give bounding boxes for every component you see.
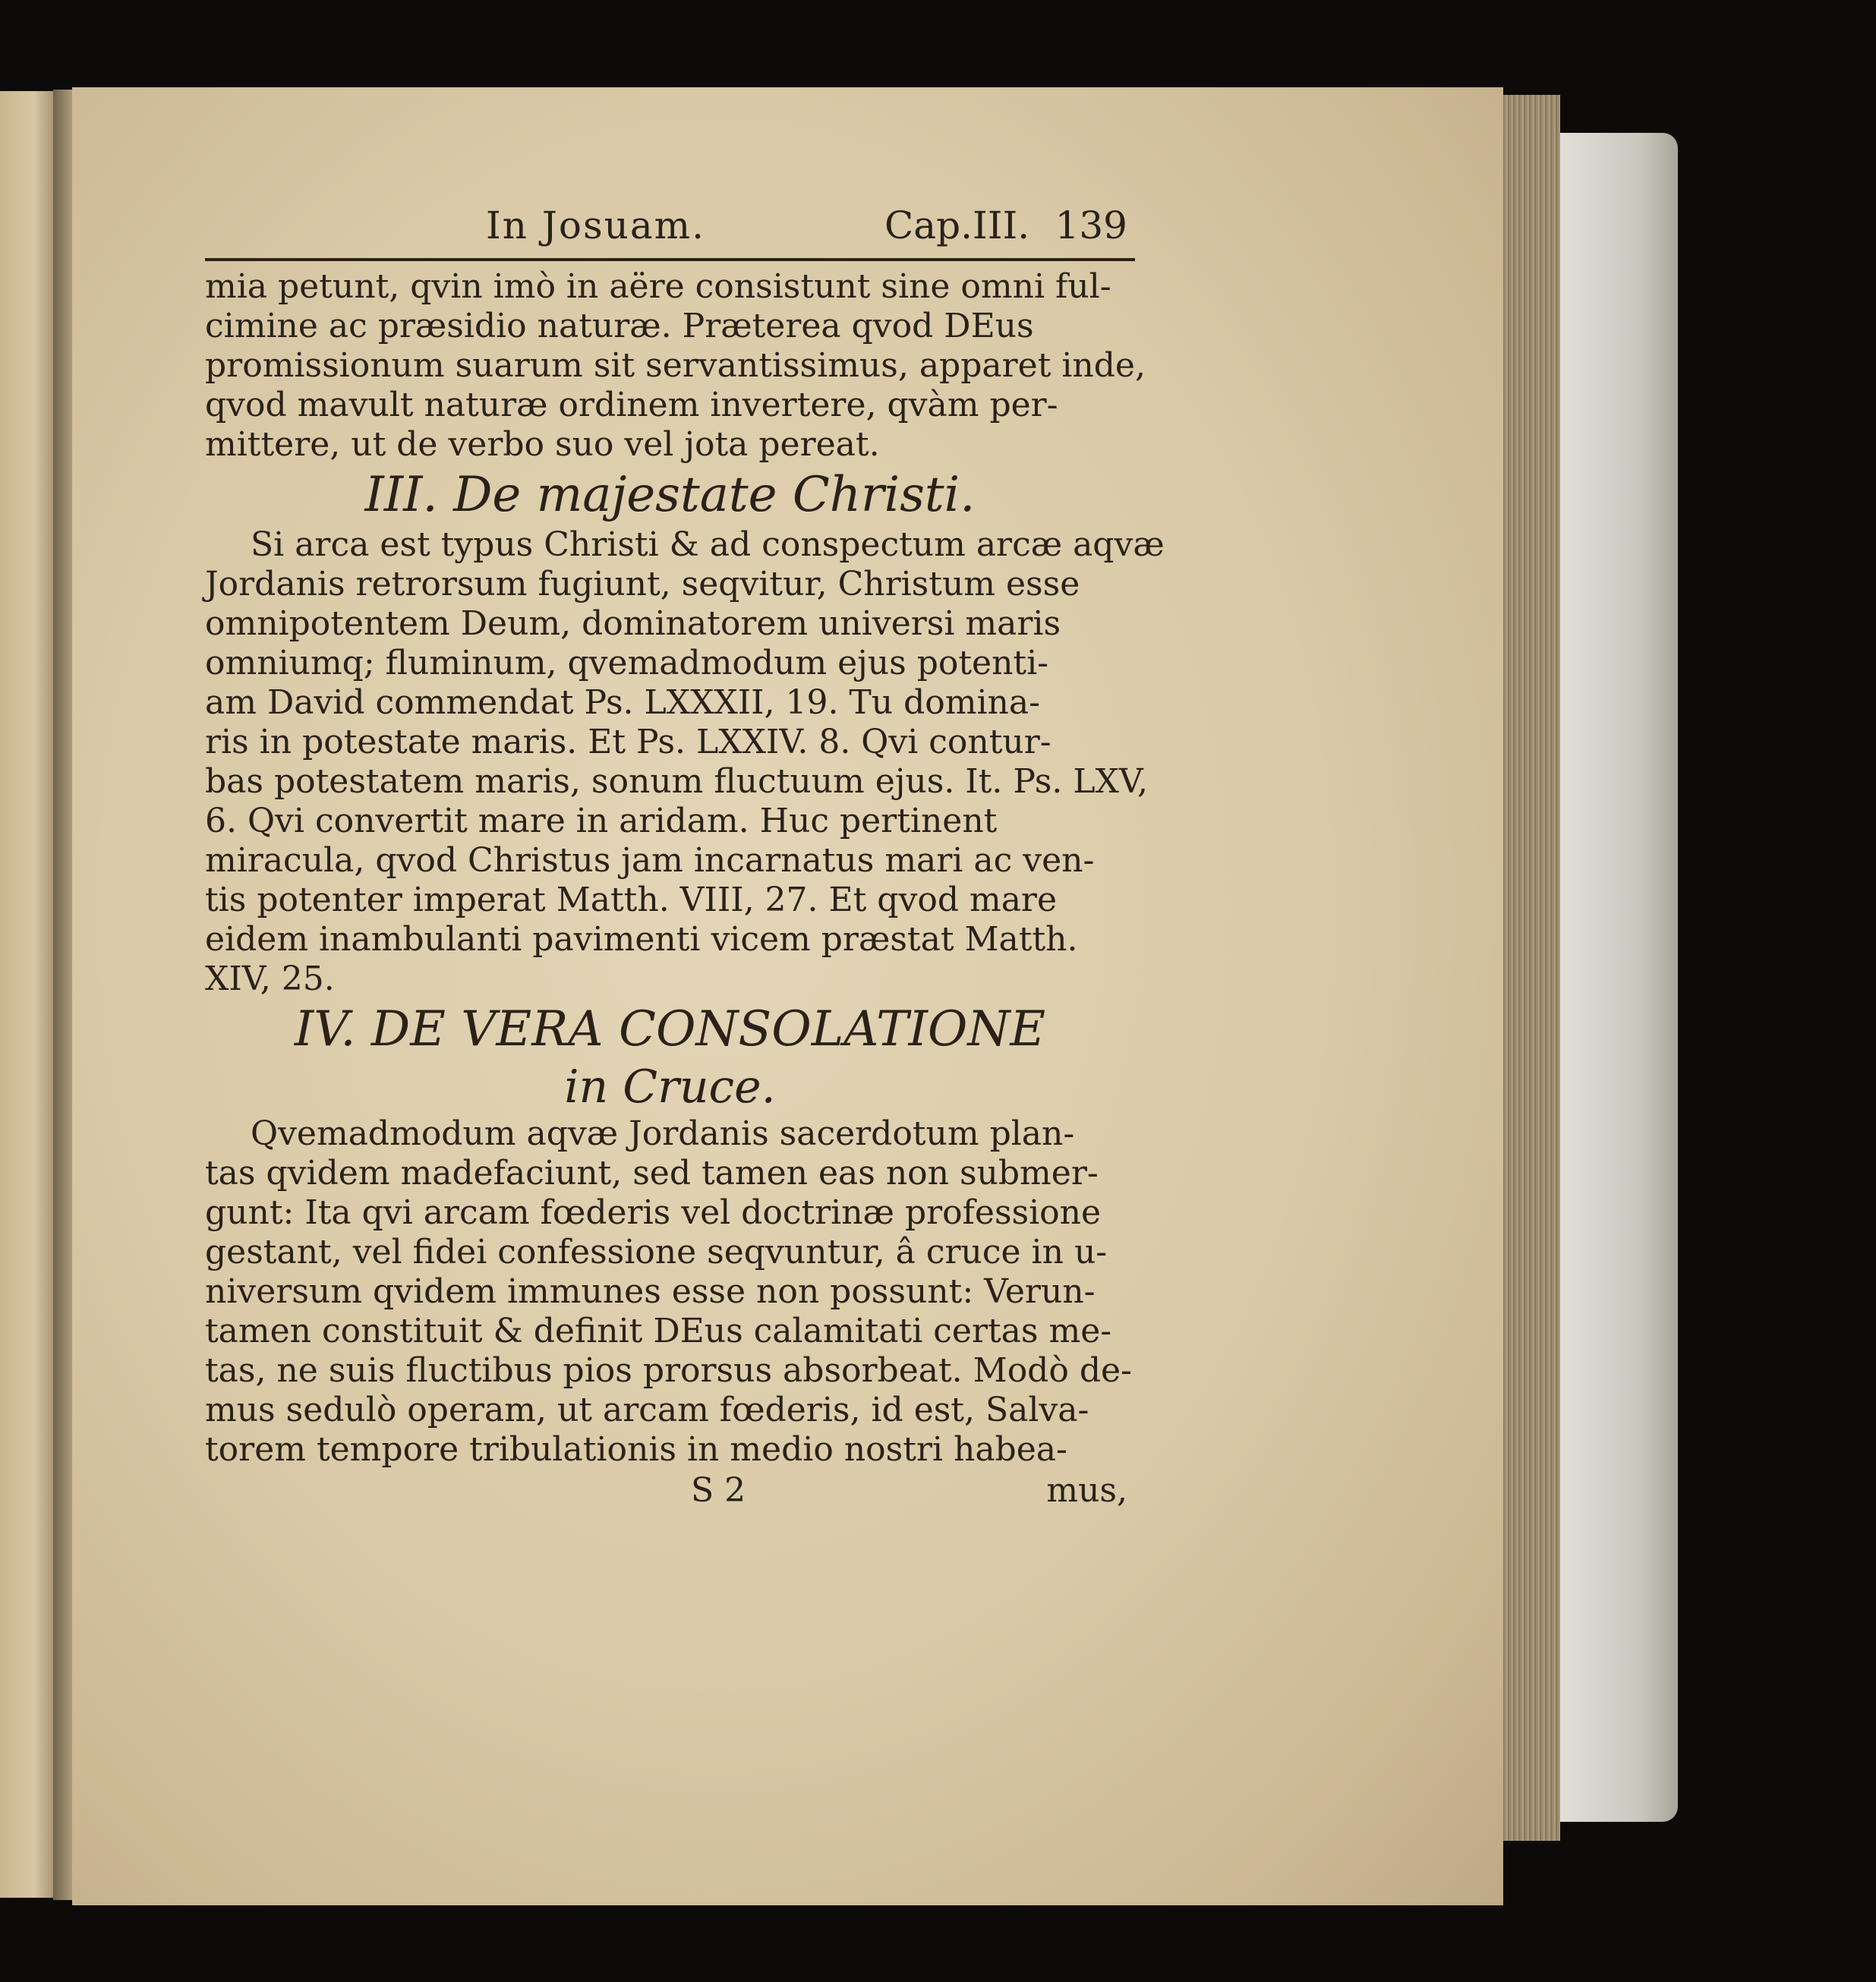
text-line: eidem inambulanti pavimenti vicem præstat Matth. [205,920,1078,959]
text-line: tamen constituit & definit DEus calamitati certas me- [205,1312,1112,1350]
text-line: Qvemadmodum aqvæ Jordanis sacerdotum plan- [251,1114,1075,1153]
text-line: XIV, 25. [205,959,335,998]
text-line: torem tempore tribulationis in medio nostri habea- [205,1430,1067,1469]
text-line: bas potestatem maris, sonum fluctuum ejus. It. Ps. LXV, [205,762,1148,801]
paragraph-2 [205,525,1165,999]
text-line: promissionum suarum sit servantissimus, apparet inde, [205,346,1146,385]
text-line: mittere, ut de verbo suo vel jota pereat. [205,425,880,464]
section-heading-4-sub: in Cruce. [564,1060,776,1114]
paragraph-3 [205,1114,1135,1470]
signature-mark: S 2 [691,1471,746,1510]
text-line: gunt: Ita qvi arcam fœderis vel doctrinæ professione [205,1193,1102,1232]
page-edges [1499,95,1560,1841]
text-line: mia petunt, qvin imò in aëre consistunt sine omni ful- [205,267,1111,306]
paragraph-1 [205,267,1146,465]
running-head: In Josuam. [486,203,705,247]
section-heading-3: III. De majestate Christi. [364,467,976,523]
text-line: gestant, vel fidei confessione seqvuntur, â cruce in u- [205,1233,1108,1271]
catchword: mus, [1046,1471,1127,1510]
text-block [205,203,1165,1514]
text-line: omniumq; fluminum, qvemadmodum ejus potenti- [205,644,1049,682]
text-line: miracula, qvod Christus jam incarnatus mari ac ven- [205,841,1095,880]
text-line: cimine ac præsidio naturæ. Præterea qvod DEus [205,307,1034,345]
text-line: ris in potestate maris. Et Ps. LXXIV. 8. Qvi contur- [205,723,1052,761]
text-line: Si arca est typus Christi & ad conspectum arcæ aqvæ [251,525,1165,564]
text-line: mus sedulò operam, ut arcam fœderis, id est, Salva- [205,1391,1089,1429]
page-header [205,203,1135,257]
header-rule [205,258,1135,261]
text-line: tas qvidem madefaciunt, sed tamen eas non submer- [205,1154,1099,1193]
text-line: tis potenter imperat Matth. VIII, 27. Et qvod mare [205,881,1057,919]
text-line: tas, ne suis fluctibus pios prorsus absorbeat. Modò de- [205,1351,1132,1390]
text-line: am David commendat Ps. LXXXII, 19. Tu domina- [205,683,1040,722]
facing-page-edge [0,91,57,1898]
text-line: 6. Qvi convertit mare in aridam. Huc pertinent [205,802,998,840]
text-line: Jordanis retrorsum fugiunt, seqvitur, Christum esse [205,565,1080,603]
text-line: niversum qvidem immunes esse non possunt: Verun- [205,1272,1096,1311]
text-line: qvod mavult naturæ ordinem invertere, qvàm per- [205,386,1058,424]
page-number: 139 [1055,203,1127,247]
page-footer [205,1471,1135,1514]
text-line: omnipotentem Deum, dominatorem universi maris [205,604,1061,643]
section-heading-4: IV. DE VERA CONSOLATIONE [294,1001,1046,1057]
book-cover-edge [1556,133,1678,1822]
chapter-label: Cap.III. [884,203,1030,247]
